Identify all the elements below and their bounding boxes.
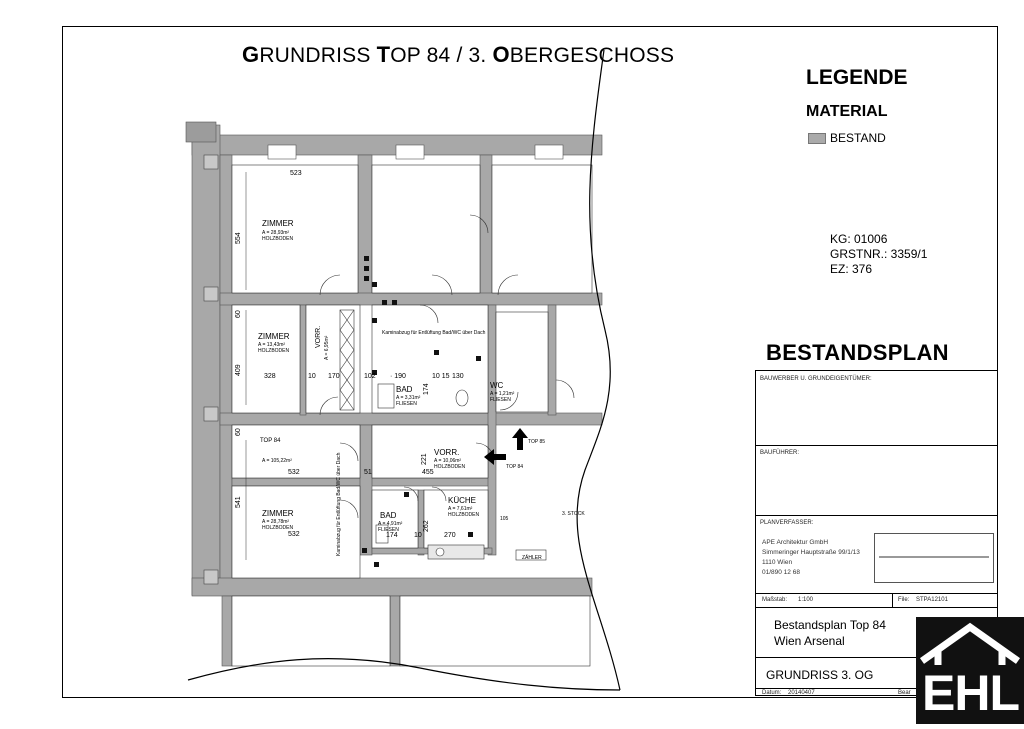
wall [390, 596, 400, 666]
parcel-ez: EZ: 376 [830, 262, 873, 276]
wall [220, 413, 602, 425]
svg-text:10 15: 10 15 [432, 373, 450, 380]
wall [548, 305, 556, 415]
wall [220, 293, 602, 305]
bauwerber-label: BAUWERBER U. GRUNDEIGENTÜMER: [760, 376, 872, 382]
svg-text:105: 105 [500, 516, 509, 522]
planverfasser-line: Simmeringer Hauptstraße 99/1/13 [762, 549, 860, 556]
project-line-2: Wien Arsenal [774, 634, 845, 648]
svg-text:130: 130 [452, 373, 464, 380]
datum-label: Datum: [762, 690, 782, 696]
legend-swatch [808, 133, 826, 144]
svg-text:ZIMMER: ZIMMER [258, 332, 290, 341]
parcel-kg: KG: 01006 [830, 232, 888, 246]
svg-text:A = 7,61m²: A = 7,61m² [448, 506, 473, 512]
bearb-label: Bear [898, 690, 911, 696]
svg-text:FLIESEN: FLIESEN [378, 527, 399, 533]
sheet-title: GRUNDRISS 3. OG [766, 668, 874, 682]
svg-text:HOLZBODEN: HOLZBODEN [258, 348, 290, 354]
svg-text:51: 51 [364, 469, 372, 476]
wall [192, 578, 592, 596]
legend-material: MATERIAL [806, 103, 888, 120]
svg-text:409: 409 [235, 364, 242, 376]
svg-text:532: 532 [288, 531, 300, 538]
svg-text:TOP 85: TOP 85 [528, 439, 546, 445]
wall [300, 305, 306, 415]
stamp-box [874, 533, 994, 583]
planverfasser-label: PLANVERFASSER: [760, 520, 814, 526]
svg-text:262: 262 [423, 520, 430, 532]
svg-text:A = 10,06m²: A = 10,06m² [434, 458, 462, 464]
svg-text:HOLZBODEN: HOLZBODEN [262, 236, 294, 242]
svg-text:10: 10 [308, 373, 316, 380]
project-line-1: Bestandsplan Top 84 [774, 618, 886, 632]
svg-text:270: 270 [444, 532, 456, 539]
svg-text:60: 60 [235, 428, 242, 436]
svg-text:VORR.: VORR. [315, 325, 322, 348]
file-label: File: [898, 597, 910, 603]
svg-text:· 190: · 190 [390, 373, 406, 380]
svg-text:Kaminabzug für Entlüftung Bad/: Kaminabzug für Entlüftung Bad/WC über Dach [336, 452, 342, 556]
parcel-grstnr: GRSTNR.: 3359/1 [830, 247, 928, 261]
svg-text:Kaminabzug für Entlüftung Bad/: Kaminabzug für Entlüftung Bad/WC über Dach [382, 330, 486, 336]
svg-text:VORR.: VORR. [434, 448, 460, 457]
svg-text:221: 221 [421, 453, 428, 465]
svg-text:A = 4,91m²: A = 4,91m² [378, 521, 403, 527]
svg-text:455: 455 [422, 469, 434, 476]
plan-heading: BESTANDSPLAN [766, 340, 949, 365]
wall [358, 155, 372, 295]
massstab-label: Maßstab: [762, 597, 788, 603]
svg-text:HOLZBODEN: HOLZBODEN [434, 464, 466, 470]
svg-text:A = 28,93m²: A = 28,93m² [262, 230, 290, 236]
svg-text:174: 174 [423, 383, 430, 395]
planverfasser-line: APE Architektur GmbH [762, 539, 829, 546]
svg-text:554: 554 [235, 232, 242, 244]
legend-heading: LEGENDE [806, 66, 908, 89]
legend-item: BESTAND [830, 131, 886, 145]
svg-text:3. STOCK: 3. STOCK [562, 511, 585, 517]
svg-text:523: 523 [290, 170, 302, 177]
svg-text:ZIMMER: ZIMMER [262, 509, 294, 518]
wall [222, 596, 232, 666]
planverfasser-line: 1110 Wien [762, 559, 793, 566]
svg-text:FLIESEN: FLIESEN [490, 397, 511, 403]
svg-text:A = 6,95m²: A = 6,95m² [324, 335, 330, 360]
bauführer-label: BAUFÜHRER: [760, 450, 800, 456]
wall [192, 125, 220, 595]
svg-text:HOLZBODEN: HOLZBODEN [448, 512, 480, 518]
svg-text:170: 170 [328, 373, 340, 380]
svg-text:BAD: BAD [380, 511, 397, 520]
svg-text:A = 1,21m²: A = 1,21m² [490, 391, 515, 397]
svg-text:FLIESEN: FLIESEN [396, 401, 417, 407]
svg-text:A = 3,31m²: A = 3,31m² [396, 395, 421, 401]
svg-text:HOLZBODEN: HOLZBODEN [262, 525, 294, 531]
svg-text:BAD: BAD [396, 385, 413, 394]
svg-text:10: 10 [414, 532, 422, 539]
wall [220, 155, 232, 580]
svg-text:532: 532 [288, 469, 300, 476]
svg-text:60: 60 [235, 310, 242, 318]
svg-text:TOP 84: TOP 84 [506, 464, 524, 470]
svg-text:541: 541 [235, 496, 242, 508]
svg-text:KÜCHE: KÜCHE [448, 496, 477, 505]
svg-text:A = 13,43m²: A = 13,43m² [258, 342, 286, 348]
svg-text:328: 328 [264, 373, 276, 380]
svg-text:174: 174 [386, 532, 398, 539]
svg-text:A = 28,78m²: A = 28,78m² [262, 519, 290, 525]
massstab-value: 1:100 [798, 597, 814, 603]
page-title: GRUNDRISS TOP 84 / 3. OBERGESCHOSS [242, 42, 675, 67]
datum-value: 20140407 [788, 690, 815, 696]
wall [488, 305, 496, 555]
ehl-logo [916, 617, 1024, 724]
svg-text:102: 102 [364, 373, 376, 380]
wall [186, 122, 216, 142]
logo-text: EHL [922, 665, 1019, 721]
svg-text:TOP 84: TOP 84 [260, 438, 281, 444]
file-value: STPA12101 [916, 597, 948, 603]
planverfasser-line: 01/890 12 68 [762, 569, 800, 576]
svg-text:ZÄHLER: ZÄHLER [522, 555, 542, 561]
wall [360, 425, 372, 555]
svg-text:WC: WC [490, 381, 504, 390]
svg-text:A = 105,22m²: A = 105,22m² [262, 458, 292, 464]
room-name: ZIMMER [262, 219, 294, 228]
